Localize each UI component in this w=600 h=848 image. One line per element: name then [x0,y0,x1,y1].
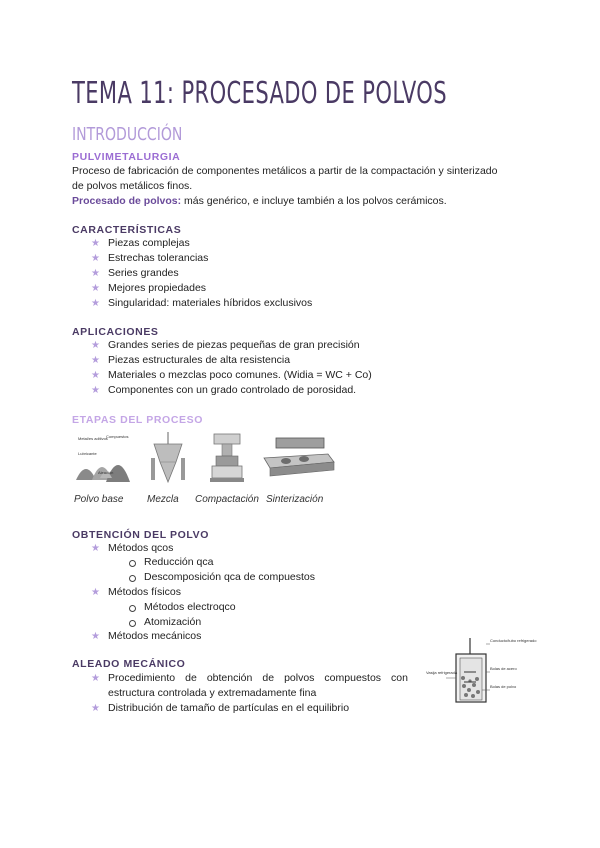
heading-caracteristicas: CARACTERÍSTICAS [72,224,182,236]
page-title: TEMA 11: PROCESADO DE POLVOS [72,76,447,111]
pulvimetalurgia-line1: Proceso de fabricación de componentes metálicos a partir de la compactación y sinterizado [72,165,498,177]
star-bullet-icon: ★ [91,238,100,249]
obtencion-sub-descomposicion: Descomposición qca de compuestos [144,571,316,583]
pulvimetalurgia-line2: de polvos metálicos finos. [72,180,193,192]
procesado-text: más genérico, e incluye también a los polvos cerámicos. [181,195,447,207]
aplicaciones-item: Componentes con un grado controlado de porosidad. [108,384,357,396]
caracteristicas-item: Estrechas tolerancias [108,252,209,264]
star-bullet-icon: ★ [91,283,100,294]
star-bullet-icon: ★ [91,703,100,714]
procesado-line [72,194,447,209]
caracteristicas-item: Piezas complejas [108,237,190,249]
heading-etapas: ETAPAS DEL PROCESO [72,414,203,426]
section-introduccion: INTRODUCCIÓN [72,124,183,145]
star-bullet-icon: ★ [91,631,100,642]
star-bullet-icon: ★ [91,340,100,351]
caption-sinterizacion: Sinterización [266,494,324,505]
caracteristicas-item: Series grandes [108,267,179,279]
star-bullet-icon: ★ [91,673,100,684]
polvo-label-1: Metal/es aditivos [78,436,108,441]
star-bullet-icon: ★ [91,370,100,381]
obtencion-metodos-qcos: Métodos qcos [108,542,174,554]
sinterizacion-illustration [264,438,334,476]
aplicaciones-item: Piezas estructurales de alta resistencia [108,354,291,366]
aleado-item2: Distribución de tamaño de partículas en el equilibrio [108,702,350,714]
fig-label-bolas-acero: Bolas de acero [490,666,517,671]
aleado-item1-line2: estructura controlada y extremadamente fina [108,687,317,699]
star-bullet-icon: ★ [91,253,100,264]
circle-bullet-icon [129,560,136,567]
caption-compactacion: Compactación [195,494,259,505]
circle-bullet-icon [129,620,136,627]
heading-aplicaciones: APLICACIONES [72,326,159,338]
polvo-base-illustration [76,434,130,482]
aplicaciones-item: Grandes series de piezas pequeñas de gran precisión [108,339,360,351]
aleado-item1-line1: Procedimiento de obtención de polvos compuestos con [108,672,408,684]
star-bullet-icon: ★ [91,587,100,598]
caption-polvo-base: Polvo base [74,494,124,505]
compactacion-illustration [210,434,244,482]
star-bullet-icon: ★ [91,355,100,366]
circle-bullet-icon [129,575,136,582]
obtencion-metodos-fisicos: Métodos físicos [108,586,181,598]
caracteristicas-item: Singularidad: materiales híbridos exclusivos [108,297,313,309]
obtencion-sub-atomizacion: Atomización [144,616,202,628]
polvo-label-4: Aleación [98,470,114,475]
star-bullet-icon: ★ [91,385,100,396]
aplicaciones-item: Materiales o mezclas poco comunes. (Widia = WC + Co) [108,369,372,381]
star-bullet-icon: ★ [91,543,100,554]
heading-pulvimetalurgia: PULVIMETALURGIA [72,151,181,163]
obtencion-sub-reduccion: Reducción qca [144,556,214,568]
etapas-figure [72,430,342,494]
mezcla-illustration [151,432,185,482]
polvo-label-3: Compuestos [106,434,129,439]
polvo-label-2: Lubricante [78,451,97,456]
fig-label-conducto: Conducto/tubo refrigerado [490,638,537,643]
procesado-label: Procesado de polvos: [72,195,182,207]
attritor-mill-figure [424,636,537,706]
star-bullet-icon: ★ [91,268,100,279]
circle-bullet-icon [129,605,136,612]
obtencion-metodos-mecanicos: Métodos mecánicos [108,630,202,642]
heading-obtencion: OBTENCIÓN DEL POLVO [72,529,210,541]
fig-label-vasija: Vasija refrigerada [426,670,458,675]
fig-label-bolas-polvo: Bolas de polvo [490,684,517,689]
heading-aleado: ALEADO MECÁNICO [72,658,186,670]
star-bullet-icon: ★ [91,298,100,309]
obtencion-sub-electroqco: Métodos electroqco [144,601,236,613]
caracteristicas-item: Mejores propiedades [108,282,207,294]
caption-mezcla: Mezcla [147,494,179,505]
